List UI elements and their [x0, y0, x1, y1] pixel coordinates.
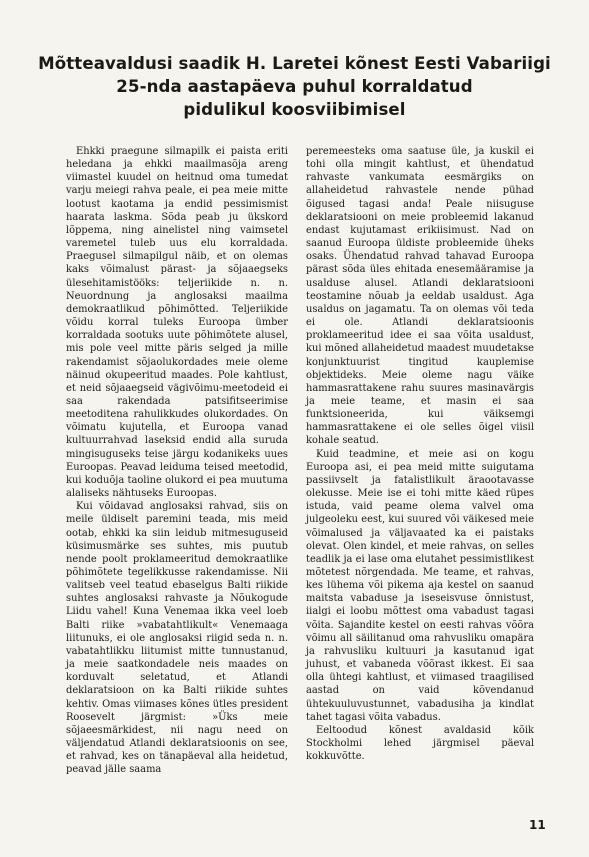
page-number: 11: [529, 818, 546, 832]
heading-line-1: Mõtteavaldusi saadik H. Laretei kõnest Eesti Vabariigi: [38, 54, 551, 73]
article-heading: [0, 52, 589, 121]
right-paragraph-1: peremeesteks oma saatuse üle, ja kuskil ei tohi olla mingit kahtlust, et ühendatud rahvaste vankumata eesmärgiks on allaheidetud rahvastele nende pühad õigused tagasi anda! Peale niisuguse deklaratsiooni on meie probleemid lakanud endast kujutamast erikiisimust. Nad on saanud Euroopa üldiste probleemide üheks osaks. Ühendatud rahvad tahavad Euroopa pärast sõda üles ehitada enesemääramise ja usalduse alusel. Atlandi deklaratsiooni teostamine nõuab ja eeldab usaldust. Aga usaldus on jagamatu. Ta on olemas või teda ei ole. Atlandi deklaratsioonis proklameeritud idee ei saa võita usaldust, kui mõned allaheidetud maadest muudetakse konjunktuurist tingitud kauplemise objektideks. Meie oleme nagu väike hammasrattakene rahu suures masinavärgis ja meie teame, et masin ei saa funktsioneerida, kui väiksemgi hammasrattakene ei ole selles õigel viisil kohale seatud.: [306, 146, 534, 447]
left-paragraph-1: Ehkki praegune silmapilk ei paista eriti heledana ja ehkki maailmasõja areng viimastel kuudel on heitnud oma tumedat varju meiegi rahva peale, ei pea meie mitte lootust kaotama ja endid pessimismist haarata laskma. Sõda peab ju ükskord lõppema, ning ainelistel ning vaimsetel varemetel tuleb uus elu korraldada. Praegusel silmapilgul näib, et on olemas kaks võimalust pärast- ja sõjaaegseks ülesehitamistööks: teljeriikide n. n. Neuordnung ja anglosaksi maailma demokraatlikud põhimõtted. Teljeriikide võidu korral tuleks Euroopa ümber korraldada sootuks uute põhimõtete alusel, mis pole veel mitte päris selged ja mille rakendamist sõjaolukordades meie oleme näinud okupeeritud maades. Pole kahtlust, et neid sõjaaegseid vägivõimu-meetodeid ei saa rakendada patsifitseerimise meetoditena rahulikkudes olukordades. On võimatu kujutella, et Euroopa vanad kultuurrahvad laseksid endid alla suruda mingisuguseks teise järgu kodanikeks uues Euroopas. Peavad leiduma teised meetodid, kui koduõja taoline olukord ei pea muutuma alaliseks nähtuseks Euroopas.: [66, 146, 288, 500]
right-paragraph-2: Kuid teadmine, et meie asi on kogu Euroopa asi, ei pea meid mitte suigutama passiivselt ja fatalistlikult äraootavasse olekusse. Meie ise ei tohi mitte käed rüpes istuda, vaid peame olema valvel oma julgeoleku eest, kui suured või väikesed meie võimalused ja väljavaated ka ei paistaks olevat. Olen kindel, et meie rahvas, on selles teadlik ja ei lase oma elutahet pessimistlikest mõtetest nõrgendada. Me teame, et rahvas, kes lühema või pikema aja kestel on saanud maitsta vabaduse ja iseseisvuse õnnistust, iialgi ei loobu mõttest oma vabadust tagasi võita. Sajandite kestel on eesti rahvas võõra võimu all säilitanud oma rahvusliku omapära ja rahvusliku kultuuri ja kasutanud igat juhust, et vabaneda võõrast ikkest. Ei saa olla ühtegi kahtlust, et viimased traagilised aastad on vaid kõvendanud ühtekuuluvustunnet, vabadusiha ja kindlat tahet tagasi võita vabadus.: [306, 448, 534, 723]
left-column: [66, 145, 288, 777]
right-paragraph-3: Eeltoodud kõnest avaldasid kõik Stockholmi lehed järgmisel päeval kokkuvõtte.: [306, 724, 534, 763]
heading-line-2: 25-nda aastapäeva puhul korraldatud: [116, 77, 473, 96]
heading-line-3: pidulikul koosviibimisel: [183, 100, 406, 119]
left-paragraph-2: Kui võidavad anglosaksi rahvad, siis on meile üldiselt paremini teada, mis meid ootab, ehkki ka siin leidub mitmesuguseid küsimusmärke ses suhtes, mis puutub nende poolt proklameeritud demokraatlike põhimõtete tegelikkusse rakendamisse. Nii valitseb veel teatud ebaselgus Balti riikide suhtes anglosaksi rahvaste ja Nõukogude Liidu vahel! Kuna Venemaa ikka veel loeb Balti riike »vabatahtlikult« Venemaaga liitunuks, ei ole anglosaksi riigid seda n. n. vabatahtlikku liitumist mitte tunnustanud, ja meie saatkondadele neis maades on korduvalt seletatud, et Atlandi deklaratsioon on ka Balti riikide suhtes kehtiv. Omas viimases kõnes ütles president Roosevelt järgmist: »Üks meie sõjaeesmärkidest, nii nagu need on väljendatud Atlandi deklaratsioonis on see, et rahvad, kes on tänapäeval alla heidetud, peavad jälle saama: [66, 501, 288, 776]
right-column: [306, 145, 534, 763]
